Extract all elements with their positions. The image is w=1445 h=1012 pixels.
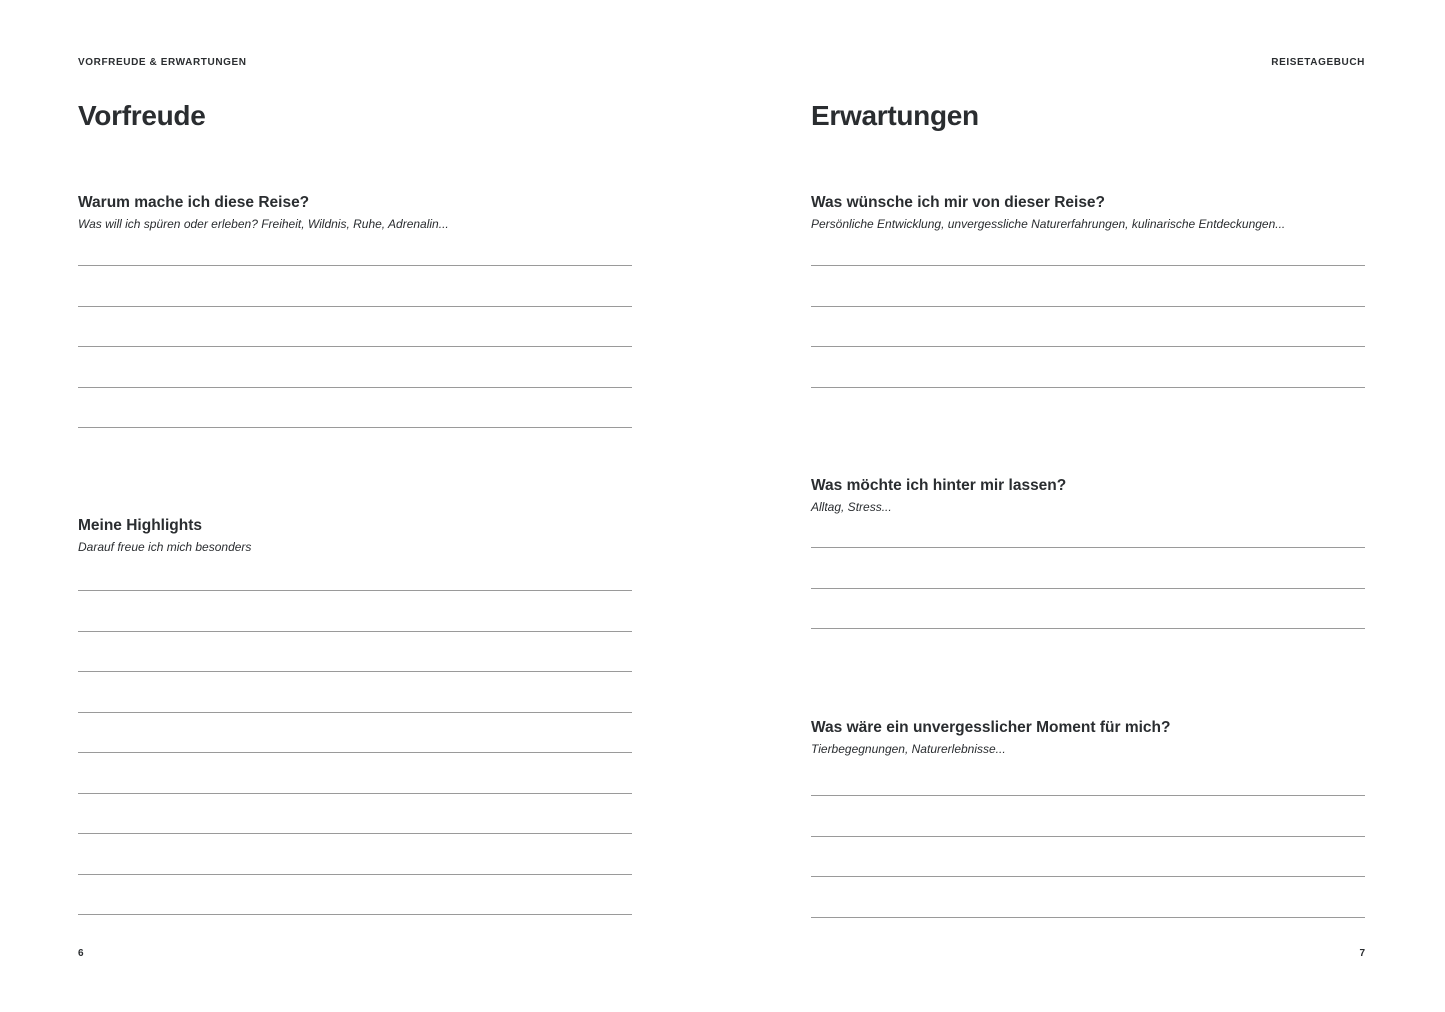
writing-line[interactable] [811,346,1365,347]
section-hint: Persönliche Entwicklung, unvergessliche Naturerfahrungen, kulinarische Entdeckungen... [811,217,1286,231]
writing-line[interactable] [78,306,632,307]
writing-line[interactable] [811,917,1365,918]
writing-line[interactable] [811,387,1365,388]
right-page [811,0,1365,1012]
writing-line[interactable] [78,265,632,266]
left-page [78,0,632,1012]
writing-area[interactable] [811,232,1365,389]
section-unforgettable-moment [811,718,1365,919]
writing-area[interactable] [811,515,1365,630]
running-head: VORFREUDE & ERWARTUNGEN [78,57,247,68]
writing-line[interactable] [811,876,1365,877]
page-number: 7 [1359,948,1365,959]
page-title: Erwartungen [811,100,979,131]
section-hint: Darauf freue ich mich besonders [78,540,252,554]
writing-line[interactable] [811,588,1365,589]
writing-line[interactable] [78,793,632,794]
section-heading: Was wäre ein unvergesslicher Moment für mich? [811,719,1171,736]
section-hint: Tierbegegnungen, Naturerlebnisse... [811,742,1006,756]
writing-line[interactable] [811,265,1365,266]
writing-line[interactable] [78,671,632,672]
section-why-travel [78,193,632,429]
section-heading: Meine Highlights [78,517,202,534]
writing-area[interactable] [78,232,632,429]
writing-line[interactable] [78,387,632,388]
section-wishes [811,193,1365,389]
writing-line[interactable] [811,795,1365,796]
writing-line[interactable] [78,427,632,428]
writing-line[interactable] [78,346,632,347]
writing-line[interactable] [811,547,1365,548]
writing-line[interactable] [78,631,632,632]
section-hint: Was will ich spüren oder erleben? Freiheit, Wildnis, Ruhe, Adrenalin... [78,217,449,231]
writing-line[interactable] [78,914,632,915]
page-number: 6 [78,948,84,959]
section-highlights [78,516,632,916]
section-heading: Warum mache ich diese Reise? [78,194,310,211]
writing-line[interactable] [78,712,632,713]
page-title: Vorfreude [78,100,206,131]
writing-line[interactable] [811,306,1365,307]
running-head: REISETAGEBUCH [1271,57,1365,68]
section-heading: Was wünsche ich mir von dieser Reise? [811,194,1106,211]
section-hint: Alltag, Stress... [811,500,892,514]
section-heading: Was möchte ich hinter mir lassen? [811,477,1067,494]
writing-line[interactable] [78,752,632,753]
writing-area[interactable] [78,555,632,916]
writing-line[interactable] [811,836,1365,837]
writing-line[interactable] [811,628,1365,629]
writing-line[interactable] [78,833,632,834]
writing-area[interactable] [811,757,1365,919]
section-leave-behind [811,476,1365,630]
writing-line[interactable] [78,590,632,591]
writing-line[interactable] [78,874,632,875]
